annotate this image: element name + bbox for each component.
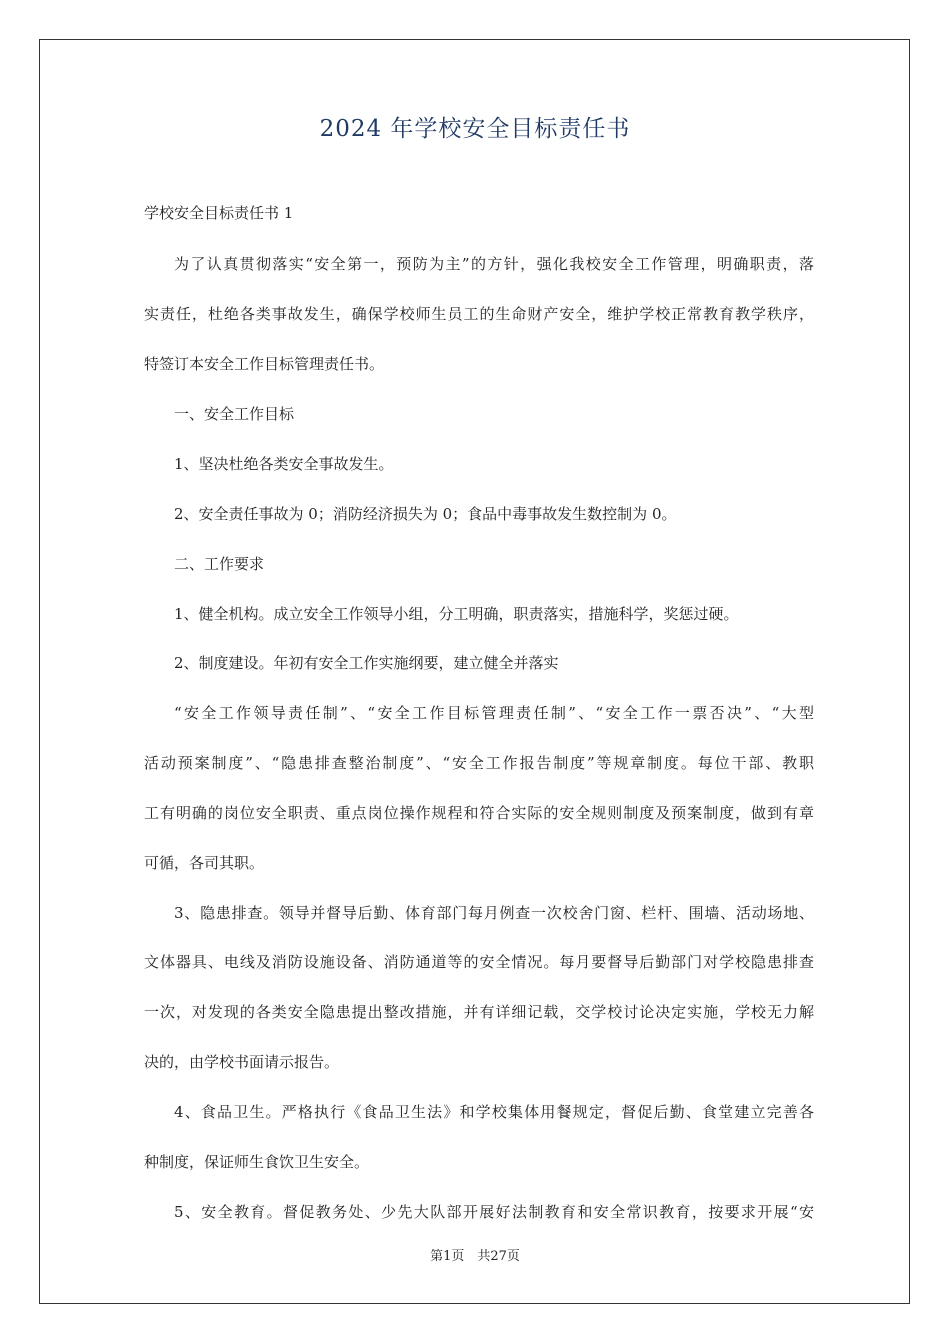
paragraph-line: 1、坚决杜绝各类安全事故发生。 xyxy=(174,455,394,473)
paragraph-line: 为了认真贯彻落实“安全第一，预防为主”的方针，强化我校安全工作管理，明确职责，落 xyxy=(174,255,814,273)
paragraph-line: 4、食品卫生。严格执行《食品卫生法》和学校集体用餐规定，督促后勤、食堂建立完善各 xyxy=(174,1103,814,1121)
paragraph-line: 3、隐患排查。领导并督导后勤、体育部门每月例查一次校舍门窗、栏杆、围墙、活动场地、 xyxy=(174,904,814,922)
page-number: 第1页 共27页 xyxy=(430,1249,520,1264)
document-title: 2024 年学校安全目标责任书 xyxy=(319,116,631,142)
paragraph-line: 实责任，杜绝各类事故发生，确保学校师生员工的生命财产安全，维护学校正常教育教学秩序， xyxy=(144,305,814,323)
paragraph-line: 工有明确的岗位安全职责、重点岗位操作规程和符合实际的安全规则制度及预案制度，做到有章 xyxy=(144,804,814,822)
paragraph-line: 5、安全教育。督促教务处、少先大队部开展好法制教育和安全常识教育，按要求开展“安 xyxy=(174,1203,814,1221)
paragraph-line: 一次，对发现的各类安全隐患提出整改措施，并有详细记载，交学校讨论决定实施，学校无力解 xyxy=(144,1003,814,1021)
section-heading: 学校安全目标责任书 1 xyxy=(144,204,294,222)
paragraph-line: 活动预案制度”、“隐患排查整治制度”、“安全工作报告制度”等规章制度。每位干部、教职 xyxy=(144,754,814,772)
paragraph-line: 特签订本安全工作目标管理责任书。 xyxy=(144,355,385,373)
paragraph-line: “安全工作领导责任制”、“安全工作目标管理责任制”、“安全工作一票否决”、“大型 xyxy=(174,704,814,722)
section-heading: 二、工作要求 xyxy=(174,555,265,573)
paragraph-line: 决的，由学校书面请示报告。 xyxy=(144,1053,340,1071)
section-heading: 一、安全工作目标 xyxy=(174,405,295,423)
paragraph-line: 文体器具、电线及消防设施设备、消防通道等的安全情况。每月要督导后勤部门对学校隐患排查 xyxy=(144,953,814,971)
paragraph-line: 2、安全责任事故为 0；消防经济损失为 0；食品中毒事故发生数控制为 0。 xyxy=(174,505,677,523)
paragraph-line: 1、健全机构。成立安全工作领导小组，分工明确，职责落实，措施科学，奖惩过硬。 xyxy=(174,605,739,623)
paragraph-line: 种制度，保证师生食饮卫生安全。 xyxy=(144,1153,370,1171)
paragraph-line: 可循，各司其职。 xyxy=(144,854,265,872)
paragraph-line: 2、制度建设。年初有安全工作实施纲要，建立健全并落实 xyxy=(174,654,559,672)
